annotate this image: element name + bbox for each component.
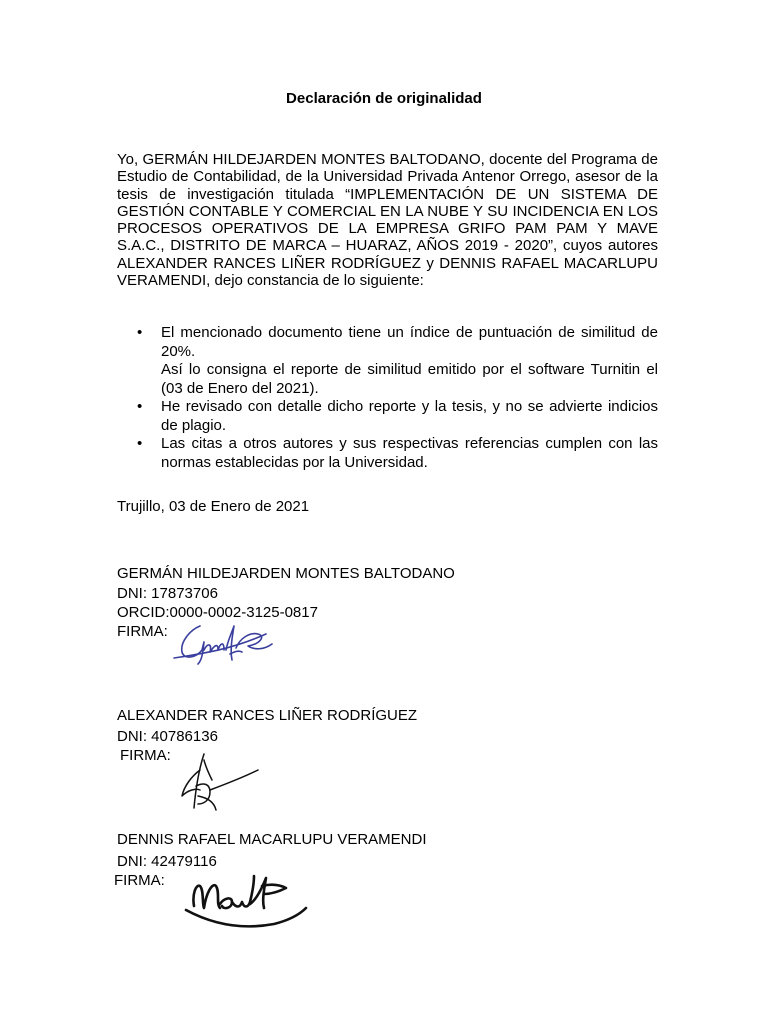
list-item: • He revisado con detalle dicho reporte y la tesis, y no se advierte indicios de plagio.: [137, 398, 658, 435]
list-item: [137, 324, 658, 398]
advisor-dni: DNI: 17873706: [117, 585, 218, 602]
advisor-name: GERMÁN HILDEJARDEN MONTES BALTODANO: [117, 565, 455, 582]
author2-signature: [182, 864, 312, 944]
advisor-orcid: ORCID:0000-0002-3125-0817: [117, 604, 318, 621]
place-date: Trujillo, 03 de Enero de 2021: [117, 498, 310, 515]
author1-firma-label: FIRMA:: [120, 747, 171, 764]
advisor-signature: [170, 620, 280, 670]
author1-signature: [170, 746, 270, 824]
findings-list: [137, 324, 658, 472]
list-item-text: El mencionado documento tiene un índice de puntuación de similitud de 20%.: [161, 324, 658, 360]
intro-paragraph: Yo, GERMÁN HILDEJARDEN MONTES BALTODANO, docente del Programa de Estudio de Contabilidad, de la Universidad Privada Antenor Orrego, asesor de la tesis de investigación titulada “IMPLEMENTACIÓN DE UN SISTEMA DE GESTIÓN CONTABLE Y COMERCIAL EN LA NUBE Y SU INCIDENCIA EN LOS PROCESOS OPERATIVOS DE LA EMPRESA GRIFO PAM PAM Y MAVE S.A.C., DISTRITO DE MARCA – HUARAZ, AÑOS 2019 - 2020”, cuyos autores ALEXANDER RANCES LIÑER RODRÍGUEZ y DENNIS RAFAEL MACARLUPU VERAMENDI, dejo constancia de lo siguiente:: [117, 151, 658, 290]
advisor-signature-block: [117, 564, 455, 641]
author2-dni: DNI: 42479116: [117, 853, 217, 870]
author1-name: ALEXANDER RANCES LIÑER RODRÍGUEZ: [117, 707, 418, 724]
author2-name: DENNIS RAFAEL MACARLUPU VERAMENDI: [117, 831, 427, 848]
list-item-note: Así lo consigna el reporte de similitud emitido por el software Turnitin el (03 de Enero del 2021).: [161, 361, 658, 397]
author1-dni: DNI: 40786136: [117, 728, 218, 745]
document-title: Declaración de originalidad: [286, 90, 482, 107]
list-item: • Las citas a otros autores y sus respectivas referencias cumplen con las normas establecidas por la Universidad.: [137, 435, 658, 472]
advisor-firma-label: FIRMA:: [117, 623, 168, 640]
author2-firma-label: FIRMA:: [114, 872, 165, 889]
